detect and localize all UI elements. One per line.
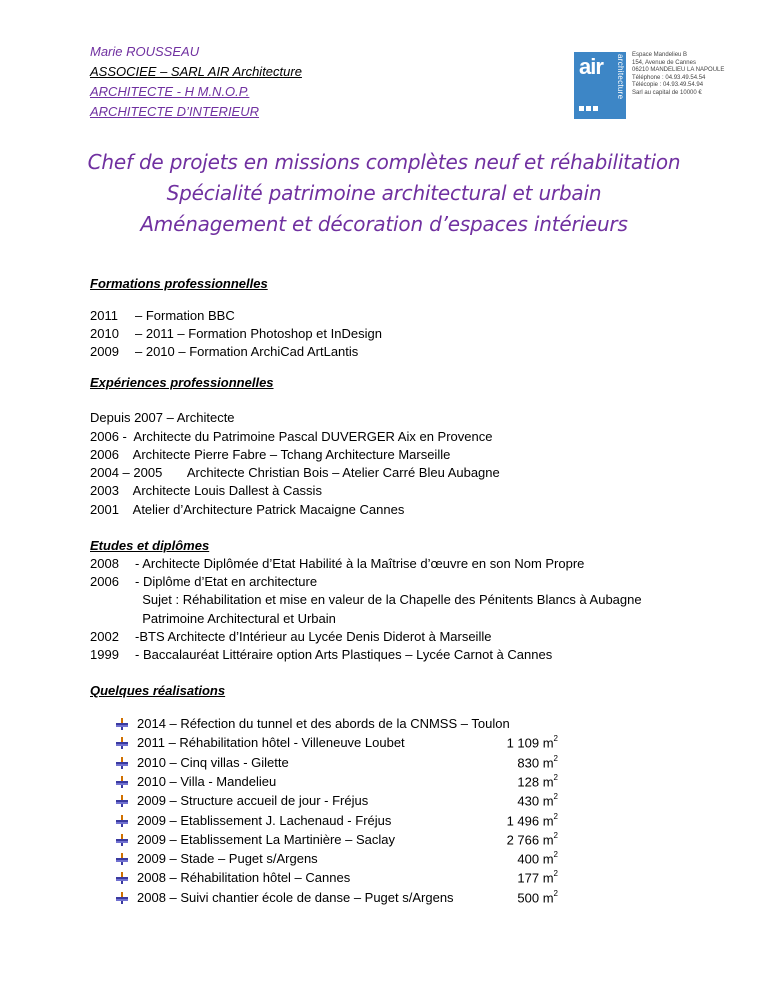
document-titles — [0, 147, 768, 240]
bullet-icon — [116, 834, 128, 846]
logo-vertical-text: architecture — [616, 54, 625, 100]
unit-exponent: 2 — [553, 753, 558, 763]
bullet-icon — [116, 718, 128, 730]
logo-square — [579, 106, 584, 111]
realisation-item: 2009 – Etablissement J. Lachenaud - Fréjus — [137, 812, 392, 828]
etude-year: 2002 — [90, 629, 119, 644]
realisation-item: 2009 – Etablissement La Martinière – Saclay — [137, 831, 395, 847]
formation-text: – Formation BBC — [135, 308, 235, 323]
logo-brand: air — [579, 54, 603, 79]
realisation-item: 2009 – Stade – Puget s/Argens — [137, 851, 318, 867]
bullet-icon — [116, 737, 128, 749]
etude-text: - Baccalauréat Littéraire option Arts Plastiques – Lycée Carnot à Cannes — [135, 647, 553, 662]
realisation-area: 128 $m^2$ — [517, 772, 558, 790]
unit-exponent: 2 — [553, 830, 558, 840]
bullet-icon — [116, 815, 128, 827]
realisation-item: 2014 – Réfection du tunnel et des abords de la CNMSS – Toulon — [137, 716, 510, 731]
unit-exponent: 2 — [553, 772, 558, 782]
formation-text: – 2010 – Formation ArchiCad ArtLantis — [135, 344, 359, 359]
unit-exponent: 2 — [553, 792, 558, 802]
realisations-heading: Quelques réalisations — [90, 683, 226, 698]
address-line: Télécopie : 04.93.49.54.94 — [632, 82, 704, 88]
formation-text: – 2011 – Formation Photoshop et InDesign — [135, 326, 382, 341]
person-name: Marie ROUSSEAU — [90, 44, 200, 59]
bullet-icon — [116, 795, 128, 807]
unit-exponent: 2 — [553, 850, 558, 860]
person-role: ASSOCIEE – SARL AIR Architecture — [90, 64, 302, 79]
title-line-3: Aménagement et décoration d’espaces intérieurs — [140, 212, 628, 236]
realisation-area: 430 $m^2$ — [517, 792, 558, 809]
address-line: 154, Avenue de Cannes — [632, 59, 696, 66]
experience-item: 2003 Architecte Louis Dallest à Cassis — [90, 483, 322, 498]
experience-item: 2001 Atelier d’Architecture Patrick Macaigne Cannes — [90, 502, 405, 517]
bullet-icon — [116, 892, 128, 904]
unit-exponent: 2 — [553, 888, 558, 898]
etude-text: - Architecte Diplômée d’Etat Habilité à la Maîtrise d’œuvre en son Nom Propre — [135, 556, 585, 571]
fine-print-decoration — [632, 97, 762, 103]
etude-year: 2006 — [90, 574, 119, 589]
experience-item: 2006 - Architecte du Patrimoine Pascal DUVERGER Aix en Provence — [90, 429, 493, 444]
address-line: Téléphone : 04.93.49.54.54 — [632, 74, 706, 81]
realisation-area: 1 109 $m^2$ — [506, 734, 558, 751]
etude-text: Patrimoine Architectural et Urbain — [135, 611, 336, 626]
etude-year: 1999 — [90, 647, 119, 662]
realisation-item: 2008 – Réhabilitation hôtel – Cannes — [137, 870, 351, 886]
etude-text: - Diplôme d’Etat en architecture — [135, 574, 318, 589]
header-block — [90, 42, 302, 122]
company-address — [632, 52, 762, 103]
etude-text: Sujet : Réhabilitation et mise en valeur de la Chapelle des Pénitents Blancs à Aubagne — [135, 592, 642, 607]
logo-square — [586, 106, 591, 111]
etude-text: -BTS Architecte d’Intérieur au Lycée Denis Diderot à Marseille — [135, 629, 492, 644]
experiences-heading: Expériences professionnelles — [90, 375, 274, 390]
realisation-area: 177 $m^2$ — [517, 869, 558, 886]
unit-exponent: 2 — [553, 811, 558, 821]
logo-square — [593, 106, 598, 111]
address-line: Espace Mandelieu B — [632, 52, 688, 58]
unit-exponent: 2 — [553, 734, 558, 744]
etude-year: 2008 — [90, 556, 119, 571]
bullet-icon — [116, 776, 128, 788]
formation-year: 2010 — [90, 326, 119, 341]
title-line-2: Spécialité patrimoine architectural et urbain — [166, 181, 602, 205]
realisation-area: 1 496 $m^2$ — [506, 811, 558, 828]
realisation-area: 2 766 $m^2$ — [506, 830, 558, 848]
realisation-item: 2011 – Réhabilitation hôtel - Villeneuve Loubet — [137, 735, 405, 751]
realisation-area: 400 $m^2$ — [517, 850, 558, 867]
realisation-item: 2008 – Suivi chantier école de danse – Puget s/Argens — [137, 889, 454, 905]
realisation-area: 830 $m^2$ — [517, 753, 558, 770]
formation-year: 2009 — [90, 344, 119, 359]
bullet-icon — [116, 757, 128, 769]
realisation-area: 500 $m^2$ — [517, 888, 558, 906]
bullet-icon — [116, 853, 128, 865]
etudes-heading: Etudes et diplômes — [90, 538, 210, 553]
realisation-item: 2010 – Cinq villas - Gilette — [137, 754, 289, 770]
experience-item: 2006 Architecte Pierre Fabre – Tchang Architecture Marseille — [90, 447, 451, 462]
formations-heading: Formations professionnelles — [90, 276, 268, 291]
realisation-item: 2009 – Structure accueil de jour - Fréjus — [137, 793, 369, 809]
title-line-1: Chef de projets en missions complètes neuf et réhabilitation — [87, 150, 681, 174]
experience-item: Depuis 2007 – Architecte — [90, 410, 235, 425]
air-logo — [574, 52, 626, 119]
address-line: Sarl au capital de 10000 € — [632, 89, 702, 96]
bullet-icon — [116, 872, 128, 884]
realisation-item: 2010 – Villa - Mandelieu — [137, 773, 277, 789]
experience-item: 2004 – 2005 Architecte Christian Bois – Atelier Carré Bleu Aubagne — [90, 465, 500, 480]
interior-architect-link[interactable]: ARCHITECTE D’INTERIEUR — [90, 104, 260, 119]
address-line: 06210 MANDELIEU LA NAPOULE — [632, 67, 725, 73]
formation-year: 2011 — [90, 308, 118, 323]
unit-exponent: 2 — [553, 869, 558, 879]
architect-link[interactable]: ARCHITECTE - H M.N.O.P. — [90, 84, 250, 99]
